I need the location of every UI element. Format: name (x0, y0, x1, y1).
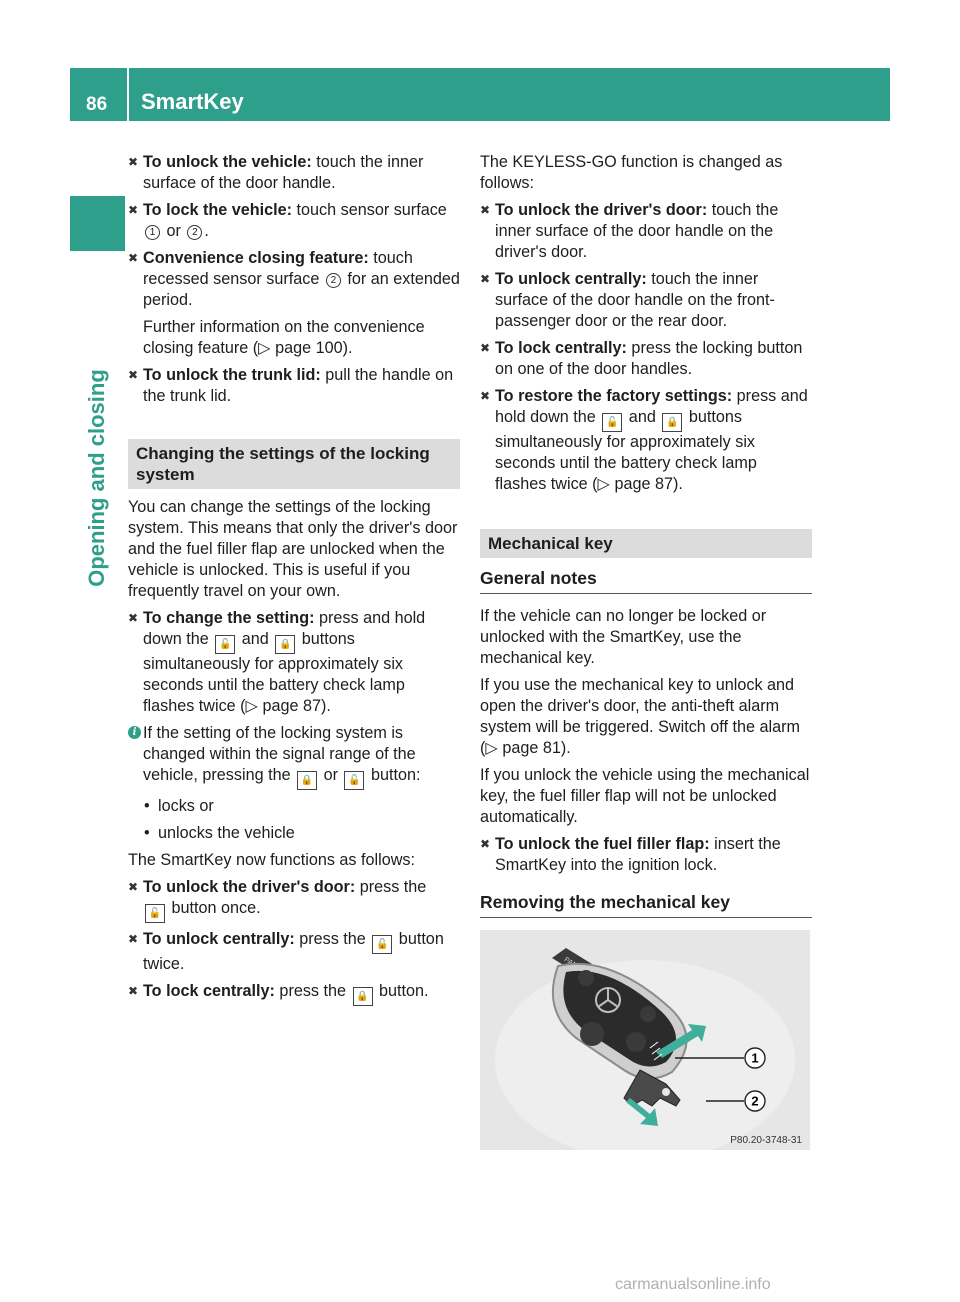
callout-2-label: 2 (751, 1093, 759, 1109)
lock-button-graphic (626, 1032, 646, 1052)
callout-1: 1 (145, 225, 160, 240)
info-note: i If the setting of the locking system is changed within the signal range of the vehicle, pressing the 🔒 or 🔓 button: (128, 723, 460, 790)
step-kg-lock-centrally: ✖ To lock centrally: press the locking button on one of the door handles. (480, 338, 812, 380)
page-title: SmartKey (141, 89, 244, 114)
unlock-icon: 🔓 (215, 635, 235, 654)
step-lock-vehicle: ✖ To lock the vehicle: touch sensor surface 1 or 2 . (128, 200, 460, 242)
figure-code: P80.20-3748-31 (730, 1135, 802, 1146)
left-column (128, 152, 460, 1012)
lock-icon: 🔒 (297, 771, 317, 790)
list-item: • unlocks the vehicle (128, 823, 460, 844)
lock-icon: 🔒 (353, 987, 373, 1006)
step-convenience-closing: ✖ Convenience closing feature: touch recessed sensor surface 2 for an extended period. (128, 248, 460, 311)
side-tab-marker (70, 196, 125, 251)
subhead-removing-key: Removing the mechanical key (480, 892, 812, 918)
chapter-side-title: Opening and closing (84, 369, 109, 587)
lock-icon: 🔒 (275, 635, 295, 654)
keyless-go-intro: The KEYLESS-GO function is changed as follows: (480, 153, 783, 192)
mech-key-note-3: If you unlock the vehicle using the mechanical key, the fuel filler flap will not be unlocked automatically. (480, 766, 810, 826)
step-unlock-driver-door: ✖ To unlock the driver's door: press the 🔓 button once. (128, 877, 460, 923)
callout-1-label: 1 (751, 1050, 759, 1066)
mech-key-note-2: If you use the mechanical key to unlock and open the driver's door, the anti-theft alarm system will be triggered. Switch off the alarm (▷ page 81). (480, 676, 800, 757)
unlock-icon: 🔓 (145, 904, 165, 923)
step-kg-unlock-centrally: ✖ To unlock centrally: touch the inner surface of the door handle on the front-passenger door or the rear door. (480, 269, 812, 332)
step-restore-factory: ✖ To restore the factory settings: press and hold down the 🔓 and 🔒 buttons simultaneously for approximately six seconds until the battery check lamp flashes twice (▷ page 87). (480, 386, 812, 495)
section-title-mechanical-key: Mechanical key (480, 529, 812, 558)
section-title-locking-settings: Changing the settings of the locking system (128, 439, 460, 489)
step-unlock-fuel-flap: ✖ To unlock the fuel filler flap: insert the SmartKey into the ignition lock. (480, 834, 812, 876)
watermark: carmanualsonline.info (615, 1276, 771, 1293)
header-divider (127, 68, 129, 121)
list-item: • locks or (128, 796, 460, 817)
step-unlock-centrally: ✖ To unlock centrally: press the 🔓 button twice. (128, 929, 460, 975)
smartkey-functions-intro: The SmartKey now functions as follows: (128, 851, 416, 869)
right-column (480, 152, 812, 1150)
key-removal-figure (480, 930, 810, 1150)
lock-icon: 🔒 (662, 413, 682, 432)
page-number: 86 (86, 94, 108, 115)
unlock-icon: 🔓 (372, 935, 392, 954)
unlock-button-graphic (580, 1022, 604, 1046)
locking-settings-intro: You can change the settings of the locking system. This means that only the driver's door and the fuel filler flap are unlocked when the vehicle is unlocked. This is useful if you frequently travel on your own. (128, 498, 458, 600)
unlock-icon: 🔓 (602, 413, 622, 432)
step-kg-unlock-driver-door: ✖ To unlock the driver's door: touch the inner surface of the door handle on the driver's door. (480, 200, 812, 263)
unlock-icon: 🔓 (344, 771, 364, 790)
step-lock-centrally: ✖ To lock centrally: press the 🔒 button. (128, 981, 460, 1006)
info-icon: i (128, 726, 141, 739)
step-unlock-trunk: ✖ To unlock the trunk lid: pull the handle on the trunk lid. (128, 365, 460, 407)
step-change-setting: ✖ To change the setting: press and hold down the 🔓 and 🔒 buttons simultaneously for approximately six seconds until the battery check lamp flashes twice (▷ page 87). (128, 608, 460, 717)
callout-2: 2 (187, 225, 202, 240)
subhead-general-notes: General notes (480, 568, 812, 594)
step-unlock-vehicle: ✖ To unlock the vehicle: touch the inner surface of the door handle. (128, 152, 460, 194)
mech-key-note-1: If the vehicle can no longer be locked or unlocked with the SmartKey, use the mechanical key. (480, 607, 767, 667)
callout-2: 2 (326, 273, 341, 288)
convenience-closing-note: Further information on the convenience closing feature (▷ page 100). (143, 318, 425, 357)
